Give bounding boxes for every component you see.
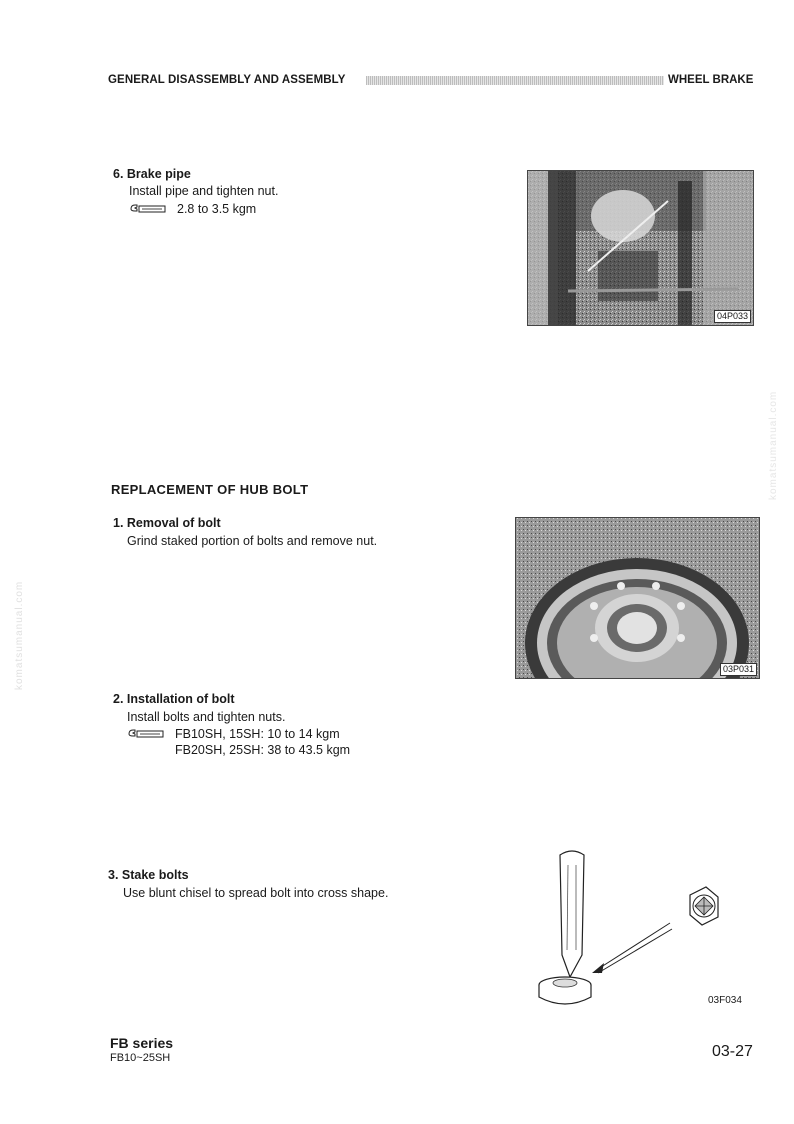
installation-torque-line2: FB20SH, 25SH: 38 to 43.5 kgm — [175, 743, 351, 757]
brake-pipe-photo — [527, 170, 754, 326]
hub-bolt-section-title: REPLACEMENT OF HUB BOLT — [111, 482, 309, 497]
page-number: 03-27 — [712, 1043, 753, 1060]
brake-pipe-instruction: Install pipe and tighten nut. — [129, 184, 279, 198]
footer-series: FB series — [110, 1035, 174, 1051]
hub-photo-caption: 03P031 — [720, 663, 757, 676]
brake-pipe-torque-row — [129, 202, 256, 216]
removal-title: 1. Removal of bolt — [113, 516, 221, 530]
brake-pipe-title: 6. Brake pipe — [113, 167, 191, 181]
side-watermark: komatsumanual.com — [14, 580, 25, 690]
installation-instruction: Install bolts and tighten nuts. — [127, 710, 286, 724]
header-left-title: GENERAL DISASSEMBLY AND ASSEMBLY — [108, 74, 346, 86]
removal-instruction: Grind staked portion of bolts and remove nut. — [127, 534, 378, 548]
header-divider-bar — [366, 76, 664, 85]
torque-wrench-icon — [127, 728, 165, 740]
hub-photo — [515, 517, 760, 679]
footer-models: FB10~25SH — [110, 1052, 171, 1064]
stake-figure-caption: 03F034 — [708, 995, 742, 1006]
installation-title: 2. Installation of bolt — [113, 692, 235, 706]
installation-torque-row — [127, 727, 340, 741]
torque-wrench-icon — [129, 203, 167, 215]
stake-instruction: Use blunt chisel to spread bolt into cross shape. — [123, 886, 389, 900]
installation-torque-line1: FB10SH, 15SH: 10 to 14 kgm — [175, 727, 340, 741]
brake-pipe-photo-caption: 04P033 — [714, 310, 751, 323]
chisel-bolt-figure — [520, 845, 760, 1015]
brake-pipe-photo-image — [528, 171, 753, 325]
hub-photo-image — [516, 518, 759, 678]
header-right-title: WHEEL BRAKE — [668, 74, 754, 86]
brake-pipe-torque-value: 2.8 to 3.5 kgm — [177, 202, 257, 216]
stake-title: 3. Stake bolts — [108, 868, 189, 882]
side-watermark-right: komatsumanual.com — [768, 390, 779, 500]
